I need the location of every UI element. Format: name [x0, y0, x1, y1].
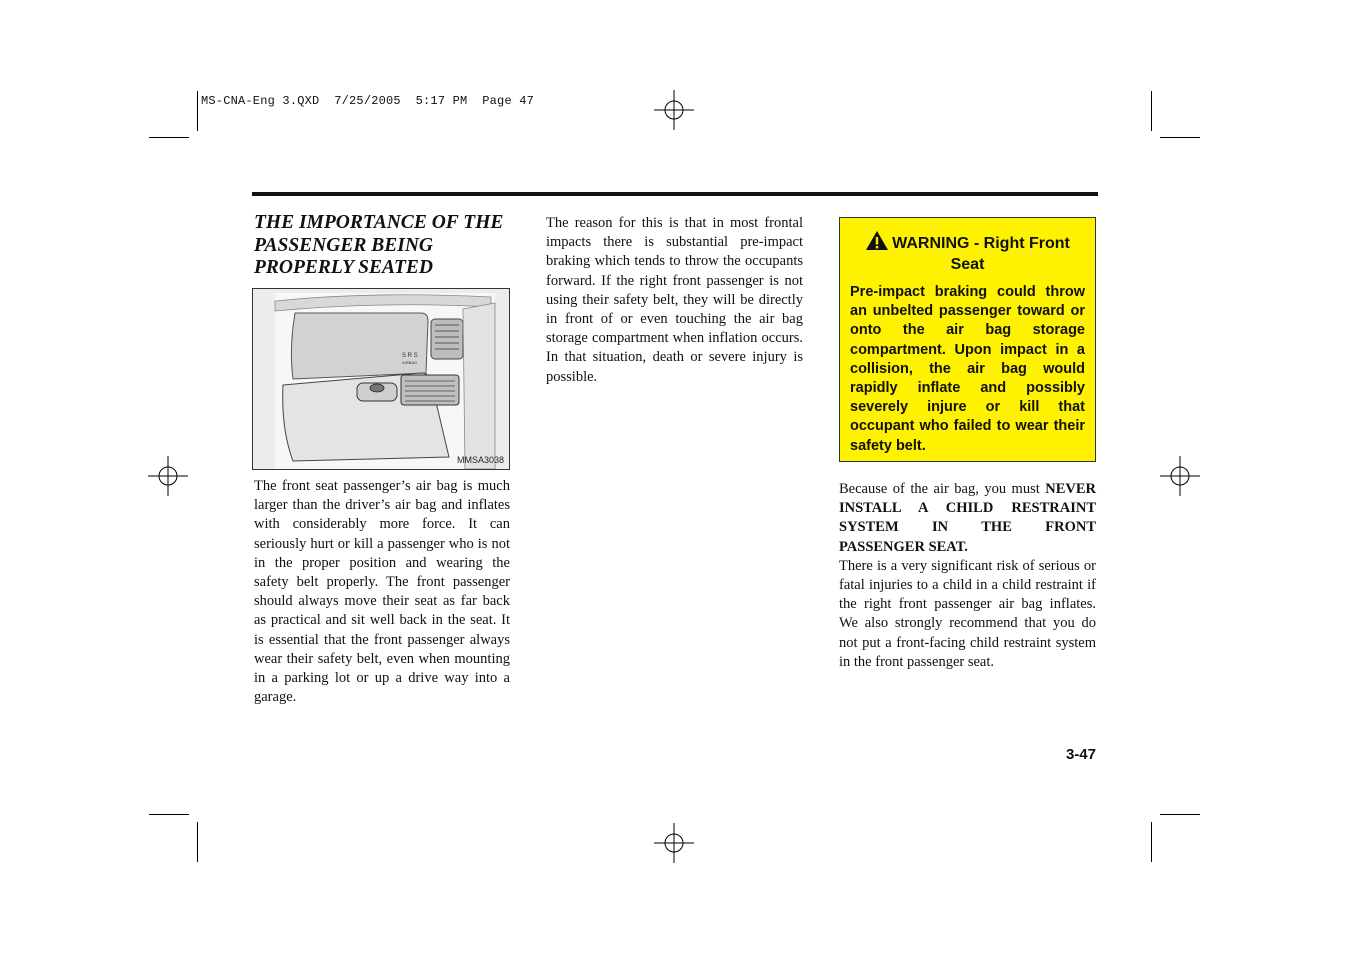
col3-text	[839, 480, 1096, 672]
top-rule	[252, 192, 1098, 196]
airbag-label: AIRBAG	[402, 360, 418, 365]
page-number: 3-47	[1065, 746, 1096, 763]
registration-mark-left	[148, 456, 188, 496]
notice-intro: Because of the air bag, you must	[839, 481, 1046, 497]
dashboard-airbag-figure	[252, 288, 510, 470]
warning-title-row	[850, 230, 1085, 275]
col1-paragraph: The front seat passenger’s air bag is much larger than the driver’s air bag and inflates with considerably more force. It can seriously hurt or kill a passenger who is not in the proper position and wearing the safety belt properly. The front passenger should always move their seat as far back as practical and sit well back in the seat. It is essential that the front passenger always wear their safety belt, even when mounting in a parking lot or up a drive way into a garage.	[254, 478, 510, 706]
registration-mark-bottom	[654, 823, 694, 863]
dashboard-illustration	[253, 289, 509, 469]
child-restraint-notice	[839, 480, 1096, 557]
warning-title: WARNING - Right Front Seat	[892, 235, 1070, 273]
registration-mark-right	[1160, 456, 1200, 496]
warning-box	[839, 217, 1096, 462]
registration-mark-top	[654, 90, 694, 130]
figure-caption: MMSA3038	[456, 455, 504, 465]
warning-triangle-icon	[865, 230, 889, 251]
col2-paragraph: The reason for this is that in most frontal impacts there is substantial pre-impact braking which tends to throw the occupants forward. If the right front passenger is not using their safety belt, they will be directly in front of or even touching the air bag storage compartment when inflation occurs. In that situation, death or severe injury is possible.	[546, 215, 803, 385]
section-heading: THE IMPORTANCE OF THE PASSENGER BEING PROPERLY SEATED	[254, 212, 504, 278]
child-restraint-paragraph: There is a very significant risk of serious or fatal injuries to a child in a child restraint if the right front passenger air bag inflates. We also strongly recommend that you do not put a front-facing child restraint system in the front passenger seat.	[839, 557, 1096, 670]
print-slug: MS-CNA-Eng 3.QXD 7/25/2005 5:17 PM Page 47	[201, 94, 535, 108]
srs-label: S R S	[402, 353, 418, 359]
warning-body: Pre-impact braking could throw an unbelted passenger toward or onto the air bag storage compartment. Upon impact in a collision, the air bag would rapidly inflate and possibly severely injure or kill that occupant who failed to wear their safety belt.	[850, 284, 1085, 454]
notice-emphasis: NEVER INSTALL A CHILD RESTRAINT SYSTEM IN THE FRONT PASSENGER SEAT.	[839, 481, 1096, 555]
